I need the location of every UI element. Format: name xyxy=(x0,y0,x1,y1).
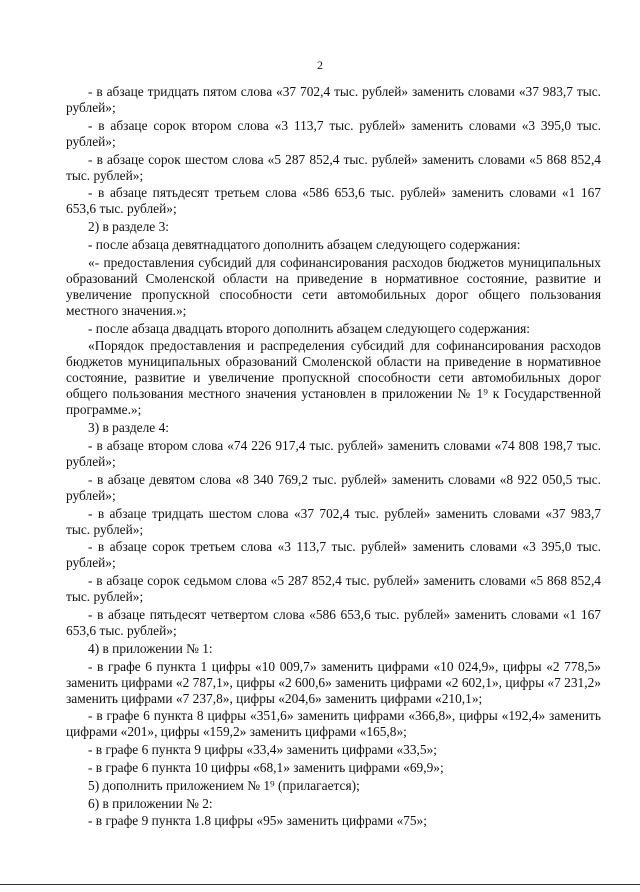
paragraph-20: - в графе 6 пункта 9 цифры «33,4» заменить цифрами «33,5»; xyxy=(88,742,438,758)
paragraph-9: «Порядок предоставления и распределения субсидий для софинансирования расходов бюджетов муниципальных образований Смоленской области на приведение в нормативное состояние, развитие и увеличение пропускной способности сети автомобильных дорог общего пользования местного значения установлен в приложении № 1⁹ к Государственной программе.»; xyxy=(66,338,601,418)
paragraph-24: - в графе 9 пункта 1.8 цифры «95» заменить цифрами «75»; xyxy=(88,813,427,829)
paragraph-5: 2) в разделе 3: xyxy=(88,219,170,235)
paragraph-6: - после абзаца девятнадцатого дополнить абзацем следующего содержания: xyxy=(88,236,521,252)
paragraph-7: «- предоставления субсидий для софинансирования расходов бюджетов муниципальных образований Смоленской области на приведение в нормативное состояние, развитие и увеличение пропускной способности сети автомобильных дорог общего пользования местного значения.»; xyxy=(66,254,601,318)
paragraph-16: - в абзаце пятьдесят четвертом слова «586 653,6 тыс. рублей» заменить словами «1 167 653,6 тыс. рублей»; xyxy=(66,606,601,638)
paragraph-22: 5) дополнить приложением № 1⁹ (прилагается); xyxy=(88,777,360,793)
paragraph-21: - в графе 6 пункта 10 цифры «68,1» заменить цифрами «69,9»; xyxy=(88,759,444,775)
paragraph-8: - после абзаца двадцать второго дополнить абзацем следующего содержания: xyxy=(88,320,531,336)
paragraph-12: - в абзаце девятом слова «8 340 769,2 тыс. рублей» заменить словами «8 922 050,5 тыс. рублей»; xyxy=(66,471,601,503)
paragraph-17: 4) в приложении № 1: xyxy=(88,640,213,656)
page-number: 2 xyxy=(317,58,323,72)
paragraph-23: 6) в приложении № 2: xyxy=(88,795,213,811)
paragraph-3: - в абзаце сорок шестом слова «5 287 852,4 тыс. рублей» заменить словами «5 868 852,4 тыс. рублей»; xyxy=(66,151,601,183)
paragraph-1: - в абзаце тридцать пятом слова «37 702,4 тыс. рублей» заменить словами «37 983,7 тыс. рублей»; xyxy=(66,84,601,115)
paragraph-19: - в графе 6 пункта 8 цифры «351,6» заменить цифрами «366,8», цифры «192,4» заменить цифрами «201», цифры «159,2» заменить цифрами «165,8»; xyxy=(66,708,601,740)
paragraph-18: - в графе 6 пункта 1 цифры «10 009,7» заменить цифрами «10 024,9», цифры «2 778,5» заменить цифрами «2 787,1», цифры «2 600,6» заменить цифрами «2 602,1», цифры «7 231,2» заменить цифрами «7 237,8», цифры «204,6» заменить цифрами «210,1»; xyxy=(66,658,601,706)
paragraph-15: - в абзаце сорок седьмом слова «5 287 852,4 тыс. рублей» заменить словами «5 868 852,4 тыс. рублей»; xyxy=(66,573,601,605)
document-body xyxy=(66,84,601,831)
paragraph-11: - в абзаце втором слова «74 226 917,4 тыс. рублей» заменить словами «74 808 198,7 тыс. рублей»; xyxy=(66,437,601,469)
paragraph-4: - в абзаце пятьдесят третьем слова «586 653,6 тыс. рублей» заменить словами «1 167 653,6 тыс. рублей»; xyxy=(66,185,601,217)
bottom-rule xyxy=(0,884,640,885)
paragraph-14: - в абзаце сорок третьем слова «3 113,7 тыс. рублей» заменить словами «3 395,0 тыс. рублей»; xyxy=(66,539,601,571)
paragraph-2: - в абзаце сорок втором слова «3 113,7 тыс. рублей» заменить словами «3 395,0 тыс. рублей»; xyxy=(66,117,601,149)
paragraph-13: - в абзаце тридцать шестом слова «37 702,4 тыс. рублей» заменить словами «37 983,7 тыс. рублей»; xyxy=(66,505,601,537)
paragraph-10: 3) в разделе 4: xyxy=(88,420,170,436)
